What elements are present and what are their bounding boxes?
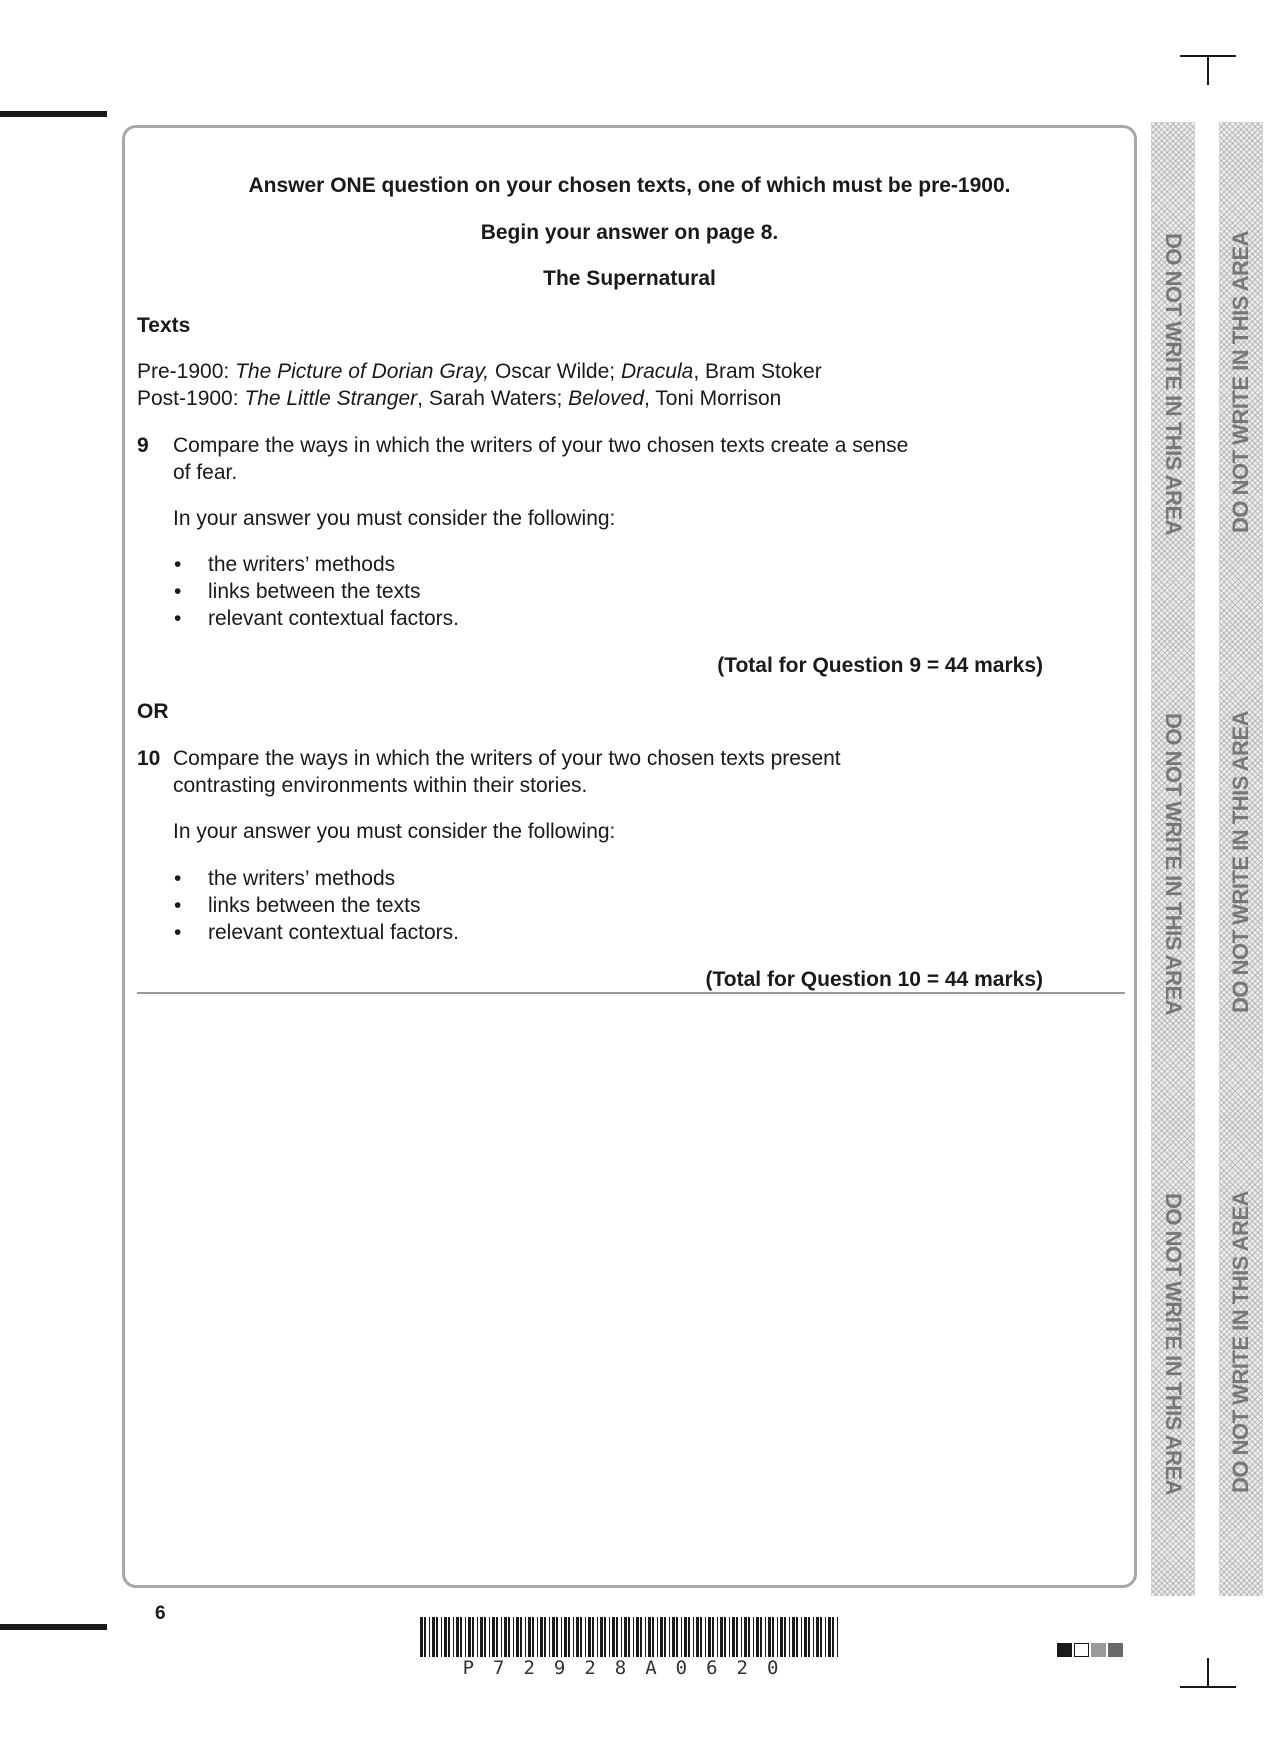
barcode-bar <box>468 1617 471 1657</box>
barcode-bar <box>516 1617 519 1657</box>
barcode-bar <box>648 1617 651 1657</box>
answer-area-frame <box>122 125 1137 1588</box>
barcode-bar <box>489 1617 490 1657</box>
barcode-bar <box>820 1617 822 1657</box>
question-total: (Total for Question 9 = 44 marks) <box>717 654 1043 677</box>
no-write-label: DO NOT WRITE IN THIS AREA <box>1161 1193 1186 1496</box>
bullet-text: links between the texts <box>208 580 421 603</box>
marker-square <box>1108 1643 1123 1657</box>
barcode-bar <box>504 1617 507 1657</box>
bullet-text: the writers’ methods <box>208 867 396 890</box>
barcode-bar <box>837 1617 838 1657</box>
barcode-bar <box>520 1617 522 1657</box>
barcode-bar <box>420 1617 423 1657</box>
barcode-bar <box>525 1617 526 1657</box>
bullet-dot: • <box>174 921 182 944</box>
question-text: Compare the ways in which the writers of your two chosen texts create a sense <box>173 434 909 457</box>
barcode-bar <box>720 1617 723 1657</box>
barcode-bar <box>744 1617 747 1657</box>
barcode-bar <box>549 1617 550 1657</box>
no-write-label: DO NOT WRITE IN THIS AREA <box>1228 710 1253 1013</box>
barcode-bar <box>604 1617 606 1657</box>
barcode-bar <box>556 1617 558 1657</box>
barcode-bar <box>532 1617 534 1657</box>
barcode-bar <box>748 1617 750 1657</box>
barcode-bar <box>729 1617 730 1657</box>
barcode-bar <box>684 1617 687 1657</box>
barcode-bar <box>828 1617 831 1657</box>
barcode-bar <box>760 1617 762 1657</box>
barcode-bar <box>597 1617 598 1657</box>
begin-answer-line: Begin your answer on page 8. <box>480 221 779 244</box>
barcode-bar <box>585 1617 586 1657</box>
barcode-bar <box>676 1617 678 1657</box>
barcode-bar <box>681 1617 682 1657</box>
text-author: , Toni Morrison <box>644 387 782 410</box>
bullet-text: relevant contextual factors. <box>208 921 459 944</box>
barcode-bar <box>784 1617 786 1657</box>
text-title: The Little Stranger <box>244 387 418 410</box>
marker-square <box>1091 1643 1106 1657</box>
crop-mark-bottom-right-h <box>1180 1686 1236 1688</box>
no-write-label: DO NOT WRITE IN THIS AREA <box>1228 1190 1253 1493</box>
barcode-bar <box>436 1617 438 1657</box>
crop-mark-top-left <box>0 111 107 117</box>
barcode-bar <box>552 1617 555 1657</box>
barcode-bar <box>472 1617 474 1657</box>
barcode-bar <box>612 1617 615 1657</box>
barcode-bar <box>460 1617 462 1657</box>
consider-instruction: In your answer you must consider the following: <box>173 820 616 843</box>
barcode-bar <box>657 1617 658 1657</box>
barcode-bar <box>640 1617 642 1657</box>
barcode-bar <box>592 1617 594 1657</box>
barcode-bar <box>792 1617 795 1657</box>
barcode-bar <box>700 1617 702 1657</box>
barcode-bar <box>765 1617 766 1657</box>
barcode-bar <box>808 1617 810 1657</box>
bullet-item <box>174 551 396 578</box>
text-author: , Sarah Waters; <box>417 387 569 410</box>
barcode-bar <box>448 1617 450 1657</box>
barcode-bar <box>600 1617 603 1657</box>
barcode-bar <box>772 1617 774 1657</box>
barcode-bar <box>441 1617 442 1657</box>
theme-heading: The Supernatural <box>543 267 716 290</box>
barcode-bar <box>453 1617 454 1657</box>
barcode-bar <box>564 1617 567 1657</box>
barcode-bar <box>465 1617 466 1657</box>
page-number: 6 <box>155 1603 166 1624</box>
barcode-bar <box>501 1617 502 1657</box>
barcode-bar <box>664 1617 666 1657</box>
barcode-bar <box>705 1617 706 1657</box>
text-title: Beloved <box>568 387 644 410</box>
barcode-bar <box>801 1617 802 1657</box>
barcode-bar <box>561 1617 562 1657</box>
barcode-bar <box>804 1617 807 1657</box>
barcode-bar <box>484 1617 486 1657</box>
bullet-text: links between the texts <box>208 894 421 917</box>
bullet-text: relevant contextual factors. <box>208 607 459 630</box>
barcode-bar <box>496 1617 498 1657</box>
bullet-item <box>174 605 459 632</box>
barcode-bar <box>624 1617 627 1657</box>
barcode-bar <box>652 1617 654 1657</box>
barcode-bar <box>660 1617 663 1657</box>
bullet-dot: • <box>174 580 182 603</box>
or-separator: OR <box>137 700 169 723</box>
text-author: , Bram Stoker <box>693 360 822 383</box>
barcode-bar <box>693 1617 694 1657</box>
barcode-bar <box>540 1617 543 1657</box>
barcode-bar <box>576 1617 579 1657</box>
page-marker-squares <box>1057 1643 1125 1657</box>
barcode-bar <box>456 1617 459 1657</box>
barcode-bar <box>508 1617 510 1657</box>
pre-1900-label: Pre-1900: <box>137 360 236 383</box>
post-1900-texts <box>137 385 781 412</box>
instruction-line: Answer ONE question on your chosen texts, one of which must be pre-1900. <box>248 174 1011 197</box>
text-author: Oscar Wilde; <box>489 360 621 383</box>
barcode-bar <box>588 1617 591 1657</box>
barcode-bar <box>688 1617 690 1657</box>
bullet-item <box>174 892 421 919</box>
pre-1900-texts <box>137 358 822 385</box>
barcode-bar <box>813 1617 814 1657</box>
question-number: 9 <box>137 434 149 457</box>
no-write-label: DO NOT WRITE IN THIS AREA <box>1161 713 1186 1016</box>
bullet-text: the writers’ methods <box>208 553 396 576</box>
barcode-bar <box>492 1617 495 1657</box>
barcode-bar <box>573 1617 574 1657</box>
barcode-bar <box>537 1617 538 1657</box>
bullet-dot: • <box>174 607 182 630</box>
barcode-bar <box>528 1617 531 1657</box>
question-text: contrasting environments within their stories. <box>173 774 588 797</box>
barcode-bar <box>628 1617 630 1657</box>
barcode <box>420 1617 840 1657</box>
barcode-bar <box>480 1617 483 1657</box>
barcode-bar <box>636 1617 639 1657</box>
bullet-item <box>174 919 459 946</box>
barcode-bar <box>513 1617 514 1657</box>
barcode-bar <box>717 1617 718 1657</box>
barcode-bar <box>712 1617 714 1657</box>
end-of-questions-rule <box>137 992 1125 994</box>
barcode-bar <box>796 1617 798 1657</box>
barcode-bar <box>741 1617 742 1657</box>
barcode-bar <box>544 1617 546 1657</box>
barcode-bar <box>444 1617 447 1657</box>
bullet-item <box>174 578 421 605</box>
bullet-dot: • <box>174 894 182 917</box>
post-1900-label: Post-1900: <box>137 387 245 410</box>
text-title: Dracula <box>620 360 694 383</box>
barcode-bar <box>756 1617 759 1657</box>
crop-mark-bottom-left <box>0 1624 107 1630</box>
consider-instruction: In your answer you must consider the following: <box>173 507 616 530</box>
crop-mark-top-right-v <box>1207 55 1209 85</box>
marker-square <box>1057 1643 1072 1657</box>
bullet-item <box>174 865 396 892</box>
barcode-bar <box>816 1617 819 1657</box>
barcode-bar <box>621 1617 622 1657</box>
no-write-label: DO NOT WRITE IN THIS AREA <box>1228 230 1253 533</box>
barcode-bar <box>777 1617 778 1657</box>
barcode-bar <box>616 1617 618 1657</box>
barcode-bar <box>633 1617 634 1657</box>
texts-heading: Texts <box>137 314 191 337</box>
barcode-bar <box>477 1617 478 1657</box>
barcode-bar <box>780 1617 783 1657</box>
barcode-bar <box>696 1617 699 1657</box>
marker-square <box>1074 1643 1089 1657</box>
barcode-bar <box>832 1617 834 1657</box>
text-title: The Picture of Dorian Gray, <box>235 360 490 383</box>
bullet-dot: • <box>174 867 182 890</box>
barcode-bar <box>708 1617 711 1657</box>
barcode-bar <box>645 1617 646 1657</box>
question-text: of fear. <box>173 461 238 484</box>
barcode-bar <box>732 1617 735 1657</box>
crop-mark-bottom-right-v <box>1207 1658 1209 1688</box>
barcode-bar <box>580 1617 582 1657</box>
no-write-label: DO NOT WRITE IN THIS AREA <box>1161 233 1186 536</box>
barcode-bar <box>568 1617 570 1657</box>
question-text: Compare the ways in which the writers of your two chosen texts present <box>173 747 841 770</box>
barcode-bar <box>429 1617 430 1657</box>
barcode-text: P72928A0620 <box>462 1657 798 1679</box>
question-number: 10 <box>137 747 161 770</box>
barcode-bar <box>724 1617 726 1657</box>
barcode-bar <box>768 1617 771 1657</box>
barcode-bar <box>825 1617 826 1657</box>
barcode-bar <box>789 1617 790 1657</box>
barcode-bar <box>424 1617 426 1657</box>
barcode-bar <box>736 1617 738 1657</box>
barcode-bar <box>672 1617 675 1657</box>
barcode-bar <box>432 1617 435 1657</box>
barcode-bar <box>753 1617 754 1657</box>
bullet-dot: • <box>174 553 182 576</box>
question-total: (Total for Question 10 = 44 marks) <box>705 968 1043 991</box>
barcode-bar <box>669 1617 670 1657</box>
barcode-bar <box>609 1617 610 1657</box>
